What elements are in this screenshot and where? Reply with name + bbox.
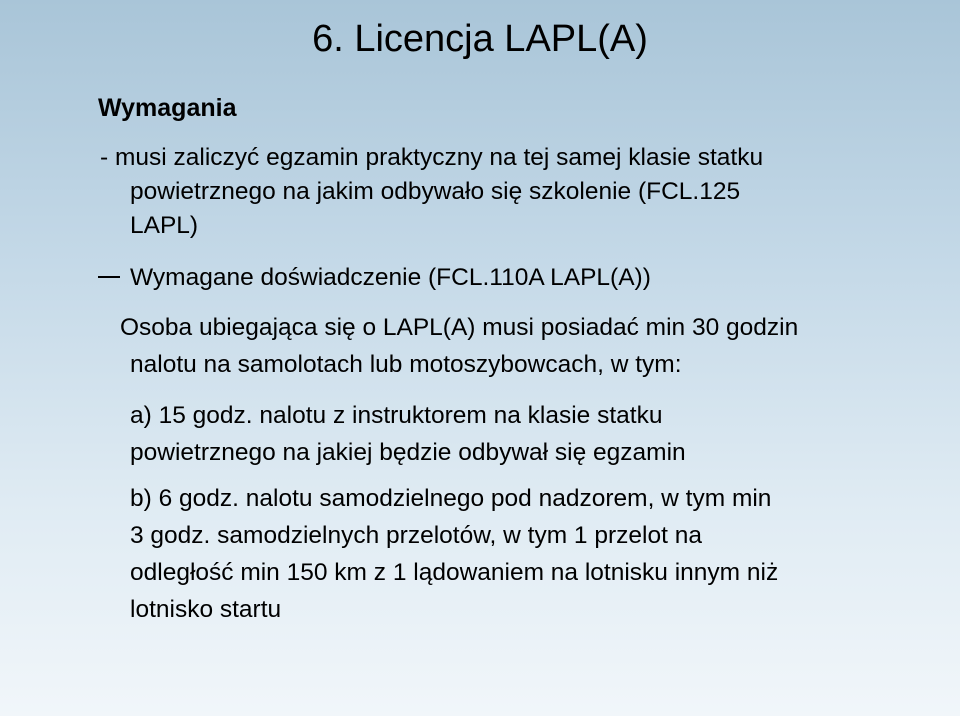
item-b [120, 480, 920, 628]
item-a-line-2: powietrznego na jakiej będzie odbywał się egzamin [130, 439, 686, 466]
item-b-line-3: odległość min 150 km z 1 lądowaniem na lotnisku innym niż [130, 559, 779, 586]
exam-requirement-line-3: LAPL) [130, 212, 199, 239]
dash-bullet-icon [98, 276, 120, 278]
exam-requirement-line-1: - musi zaliczyć egzamin praktyczny na tej samej klasie statku [100, 144, 764, 171]
experience-line-2: nalotu na samolotach lub motoszybowcach, w tym: [130, 351, 682, 378]
experience-line-1: Osoba ubiegająca się o LAPL(A) musi posiadać min 30 godzin [120, 314, 799, 341]
experience-description [120, 309, 920, 383]
slide-title: 6. Licencja LAPL(A) [312, 18, 648, 60]
item-a [120, 397, 920, 471]
item-b-line-2: 3 godz. samodzielnych przelotów, w tym 1 przelot na [130, 522, 702, 549]
exam-requirement [100, 141, 880, 243]
item-a-line-1: a) 15 godz. nalotu z instruktorem na klasie statku [130, 402, 663, 429]
requirements-heading: Wymagania [98, 94, 237, 122]
exam-requirement-line-2: powietrznego na jakim odbywało się szkolenie (FCL.125 [130, 178, 741, 205]
item-b-line-4: lotnisko startu [130, 596, 282, 623]
experience-heading-text: Wymagane doświadczenie (FCL.110A LAPL(A)) [130, 264, 651, 291]
item-b-line-1: b) 6 godz. nalotu samodzielnego pod nadzorem, w tym min [130, 485, 772, 512]
experience-heading [98, 261, 878, 295]
